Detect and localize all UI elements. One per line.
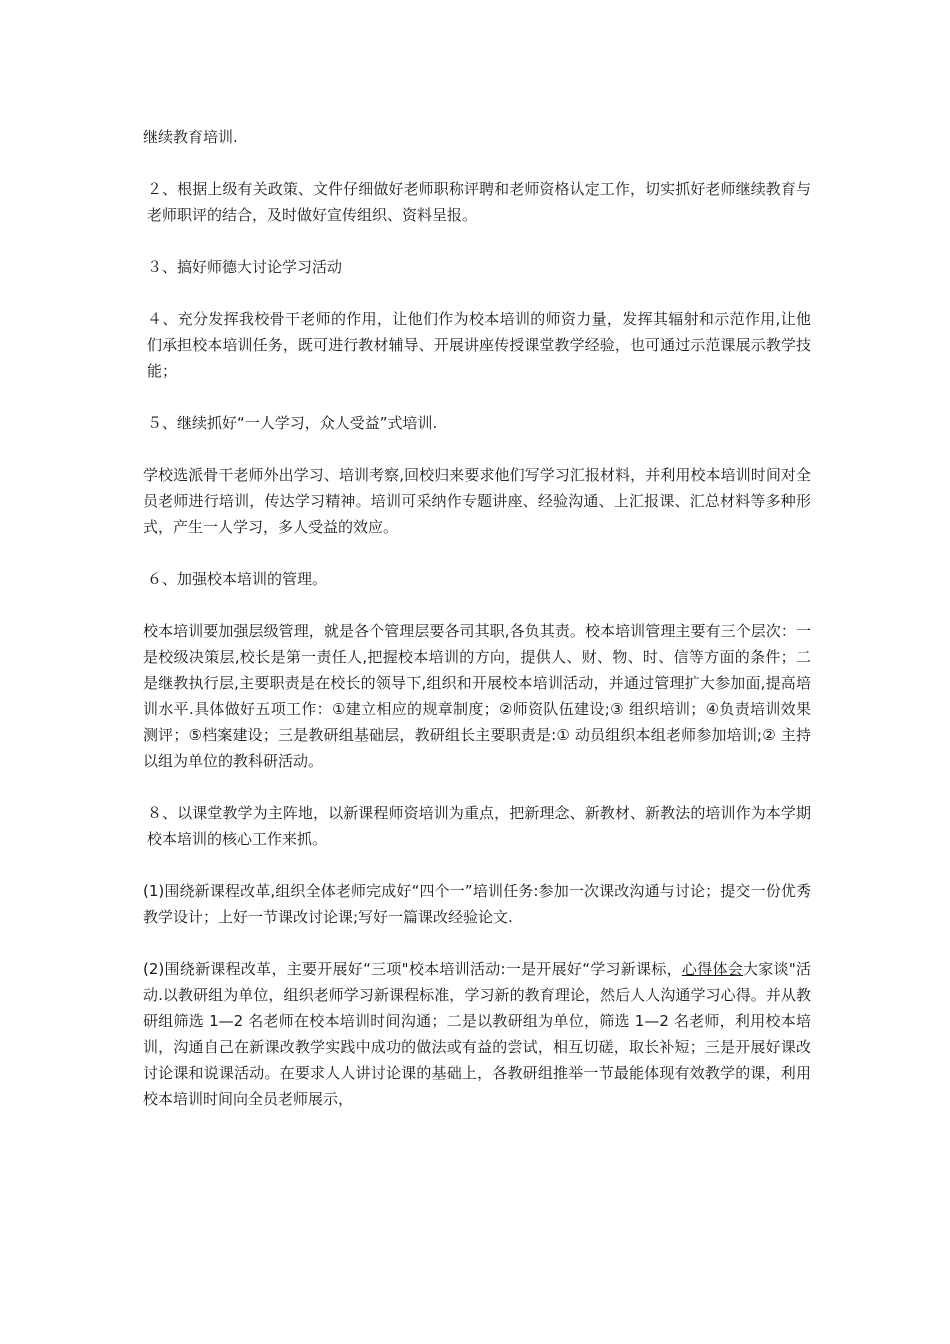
paragraph-sub-1: (1)围绕新课程改革,组织全体老师完成好“四个一”培训任务:参加一次课改沟通与讨论；提交一份优秀教学设计；上好一节课改讨论课;写好一篇课改经验论文. (143, 882, 811, 926)
paragraph-management-levels: 校本培训要加强层级管理，就是各个管理层要各司其职,各负其责。校本培训管理主要有三个层次：一是校级决策层,校长是第一责任人,把握校本培训的方向，提供人、财、物、时、信等方面的条件；二是继教执行层,主要职责是在校长的领导下,组织和开展校本培训活动，并通过管理扩大参加面,提高培训水平.具体做好五项工作：①建立相应的规章制度；②师资队伍建设;③ 组织培训；④负责培训效果测评；⑤档案建设；三是教研组基础层，教研组长主要职责是:① 动员组织本组老师参加培训;② 主持以组为单位的教科研活动。 (143, 622, 811, 770)
paragraph-study-report: 学校选派骨干老师外出学习、培训考察,回校归来要求他们写学习汇报材料，并利用校本培训时间对全员老师进行培训，传达学习精神。培训可采纳作专题讲座、经验沟通、上汇报课、汇总材料等多种形式，产生一人学习，多人受益的效应。 (143, 466, 811, 536)
paragraph-item-2: ２、根据上级有关政策、文件仔细做好老师职称评聘和老师资格认定工作，切实抓好老师继续教育与老师职评的结合，及时做好宣传组织、资料呈报。 (147, 180, 811, 224)
paragraph-item-5: ５、继续抓好“一人学习，众人受益”式培训. (147, 414, 438, 432)
paragraph-item-3: ３、搞好师德大讨论学习活动 (147, 258, 343, 276)
paragraph-continuing-education: 继续教育培训. (143, 128, 238, 146)
paragraph-sub-2-rest: 大家谈"活动.以教研组为单位，组织老师学习新课程标准，学习新的教育理论，然后人人沟通学习心得。并从教研组筛选 1—2 名老师在校本培训时间沟通；二是以教研组为单位，筛选 1—2 名老师，利用校本培训，沟通自己在新课改教学实践中成功的做法或有益的尝试，相互切磋，取长补短；三是开展好课改讨论课和说课活动。在要求人人讲讨论课的基础上，各教研组推举一节最能体现有效教学的课，利用校本培训时间向全员老师展示， (143, 960, 811, 1108)
experience-link[interactable]: 心得体会 (681, 960, 743, 978)
paragraph-item-8: ８、以课堂教学为主阵地，以新课程师资培训为重点，把新理念、新教材、新教法的培训作为本学期校本培训的核心工作来抓。 (147, 804, 811, 848)
paragraph-item-4: ４、充分发挥我校骨干老师的作用，让他们作为校本培训的师资力量，发挥其辐射和示范作用,让他们承担校本培训任务，既可进行教材辅导、开展讲座传授课堂教学经验，也可通过示范课展示教学技能； (147, 310, 811, 380)
document-body (143, 124, 811, 1138)
paragraph-sub-2-lead: (2)围绕新课程改革，主要开展好“三项"校本培训活动:一是开展好“学习新课标， (143, 960, 682, 978)
paragraph-sub-2 (143, 956, 811, 1112)
paragraph-item-6: ６、加强校本培训的管理。 (147, 570, 328, 588)
